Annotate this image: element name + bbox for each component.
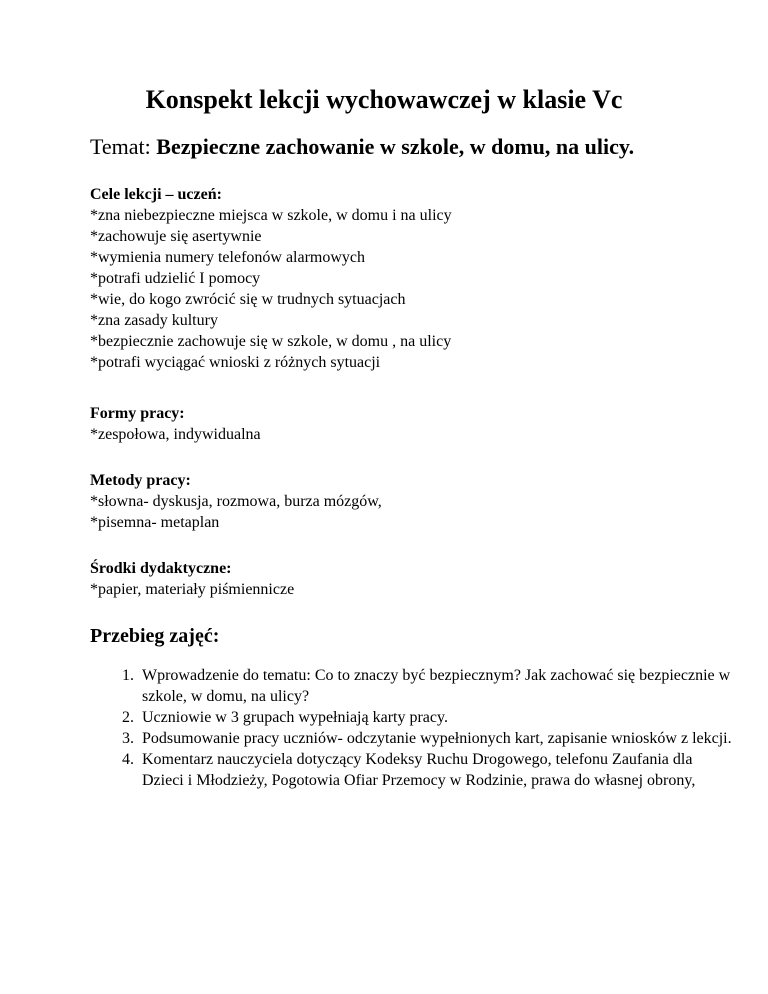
goal-item: *zna zasady kultury	[90, 312, 218, 329]
resources-section	[90, 558, 690, 600]
methods-item: *pisemna- metaplan	[90, 514, 220, 531]
course-item: 2. Uczniowie w 3 grupach wypełniają karty pracy.	[138, 707, 738, 728]
course-list	[90, 665, 738, 791]
resources-item: *papier, materiały piśmiennicze	[90, 581, 295, 598]
page-title: Konspekt lekcji wychowawczej w klasie Vc	[145, 85, 623, 114]
goal-item: *wie, do kogo zwrócić się w trudnych sytuacjach	[90, 291, 406, 308]
methods-section	[90, 470, 690, 533]
forms-heading: Formy pracy:	[90, 405, 185, 422]
topic-label: Temat:	[90, 134, 157, 159]
goal-item: *potrafi wyciągać wnioski z różnych sytuacji	[90, 354, 381, 371]
goal-item: *wymienia numery telefonów alarmowych	[90, 249, 366, 266]
topic-text: Bezpieczne zachowanie w szkole, w domu, na ulicy.	[156, 134, 635, 159]
course-item: 4. Komentarz nauczyciela dotyczący Kodeksy Ruchu Drogowego, telefonu Zaufania dla Dzieci i Młodzieży, Pogotowia Ofiar Przemocy w Rodzinie, prawa do własnej obrony,	[138, 749, 738, 791]
course-item: 1. Wprowadzenie do tematu: Co to znaczy być bezpiecznym? Jak zachować się bezpiecznie w szkole, w domu, na ulicy?	[138, 665, 738, 707]
topic-line	[90, 133, 634, 161]
methods-heading: Metody pracy:	[90, 472, 191, 489]
forms-section	[90, 403, 690, 445]
goals-section	[90, 184, 690, 373]
goal-item: *potrafi udzielić I pomocy	[90, 270, 261, 287]
goal-item: *zachowuje się asertywnie	[90, 228, 262, 245]
methods-item: *słowna- dyskusja, rozmowa, burza mózgów,	[90, 493, 382, 510]
resources-heading: Środki dydaktyczne:	[90, 560, 232, 577]
course-item: 3. Podsumowanie pracy uczniów- odczytanie wypełnionych kart, zapisanie wniosków z lekcji.	[138, 728, 738, 749]
forms-item: *zespołowa, indywidualna	[90, 426, 261, 443]
goals-heading: Cele lekcji – uczeń:	[90, 186, 222, 203]
goal-item: *bezpiecznie zachowuje się w szkole, w domu , na ulicy	[90, 333, 452, 350]
goal-item: *zna niebezpieczne miejsca w szkole, w domu i na ulicy	[90, 207, 452, 224]
course-heading: Przebieg zajęć:	[90, 625, 220, 647]
